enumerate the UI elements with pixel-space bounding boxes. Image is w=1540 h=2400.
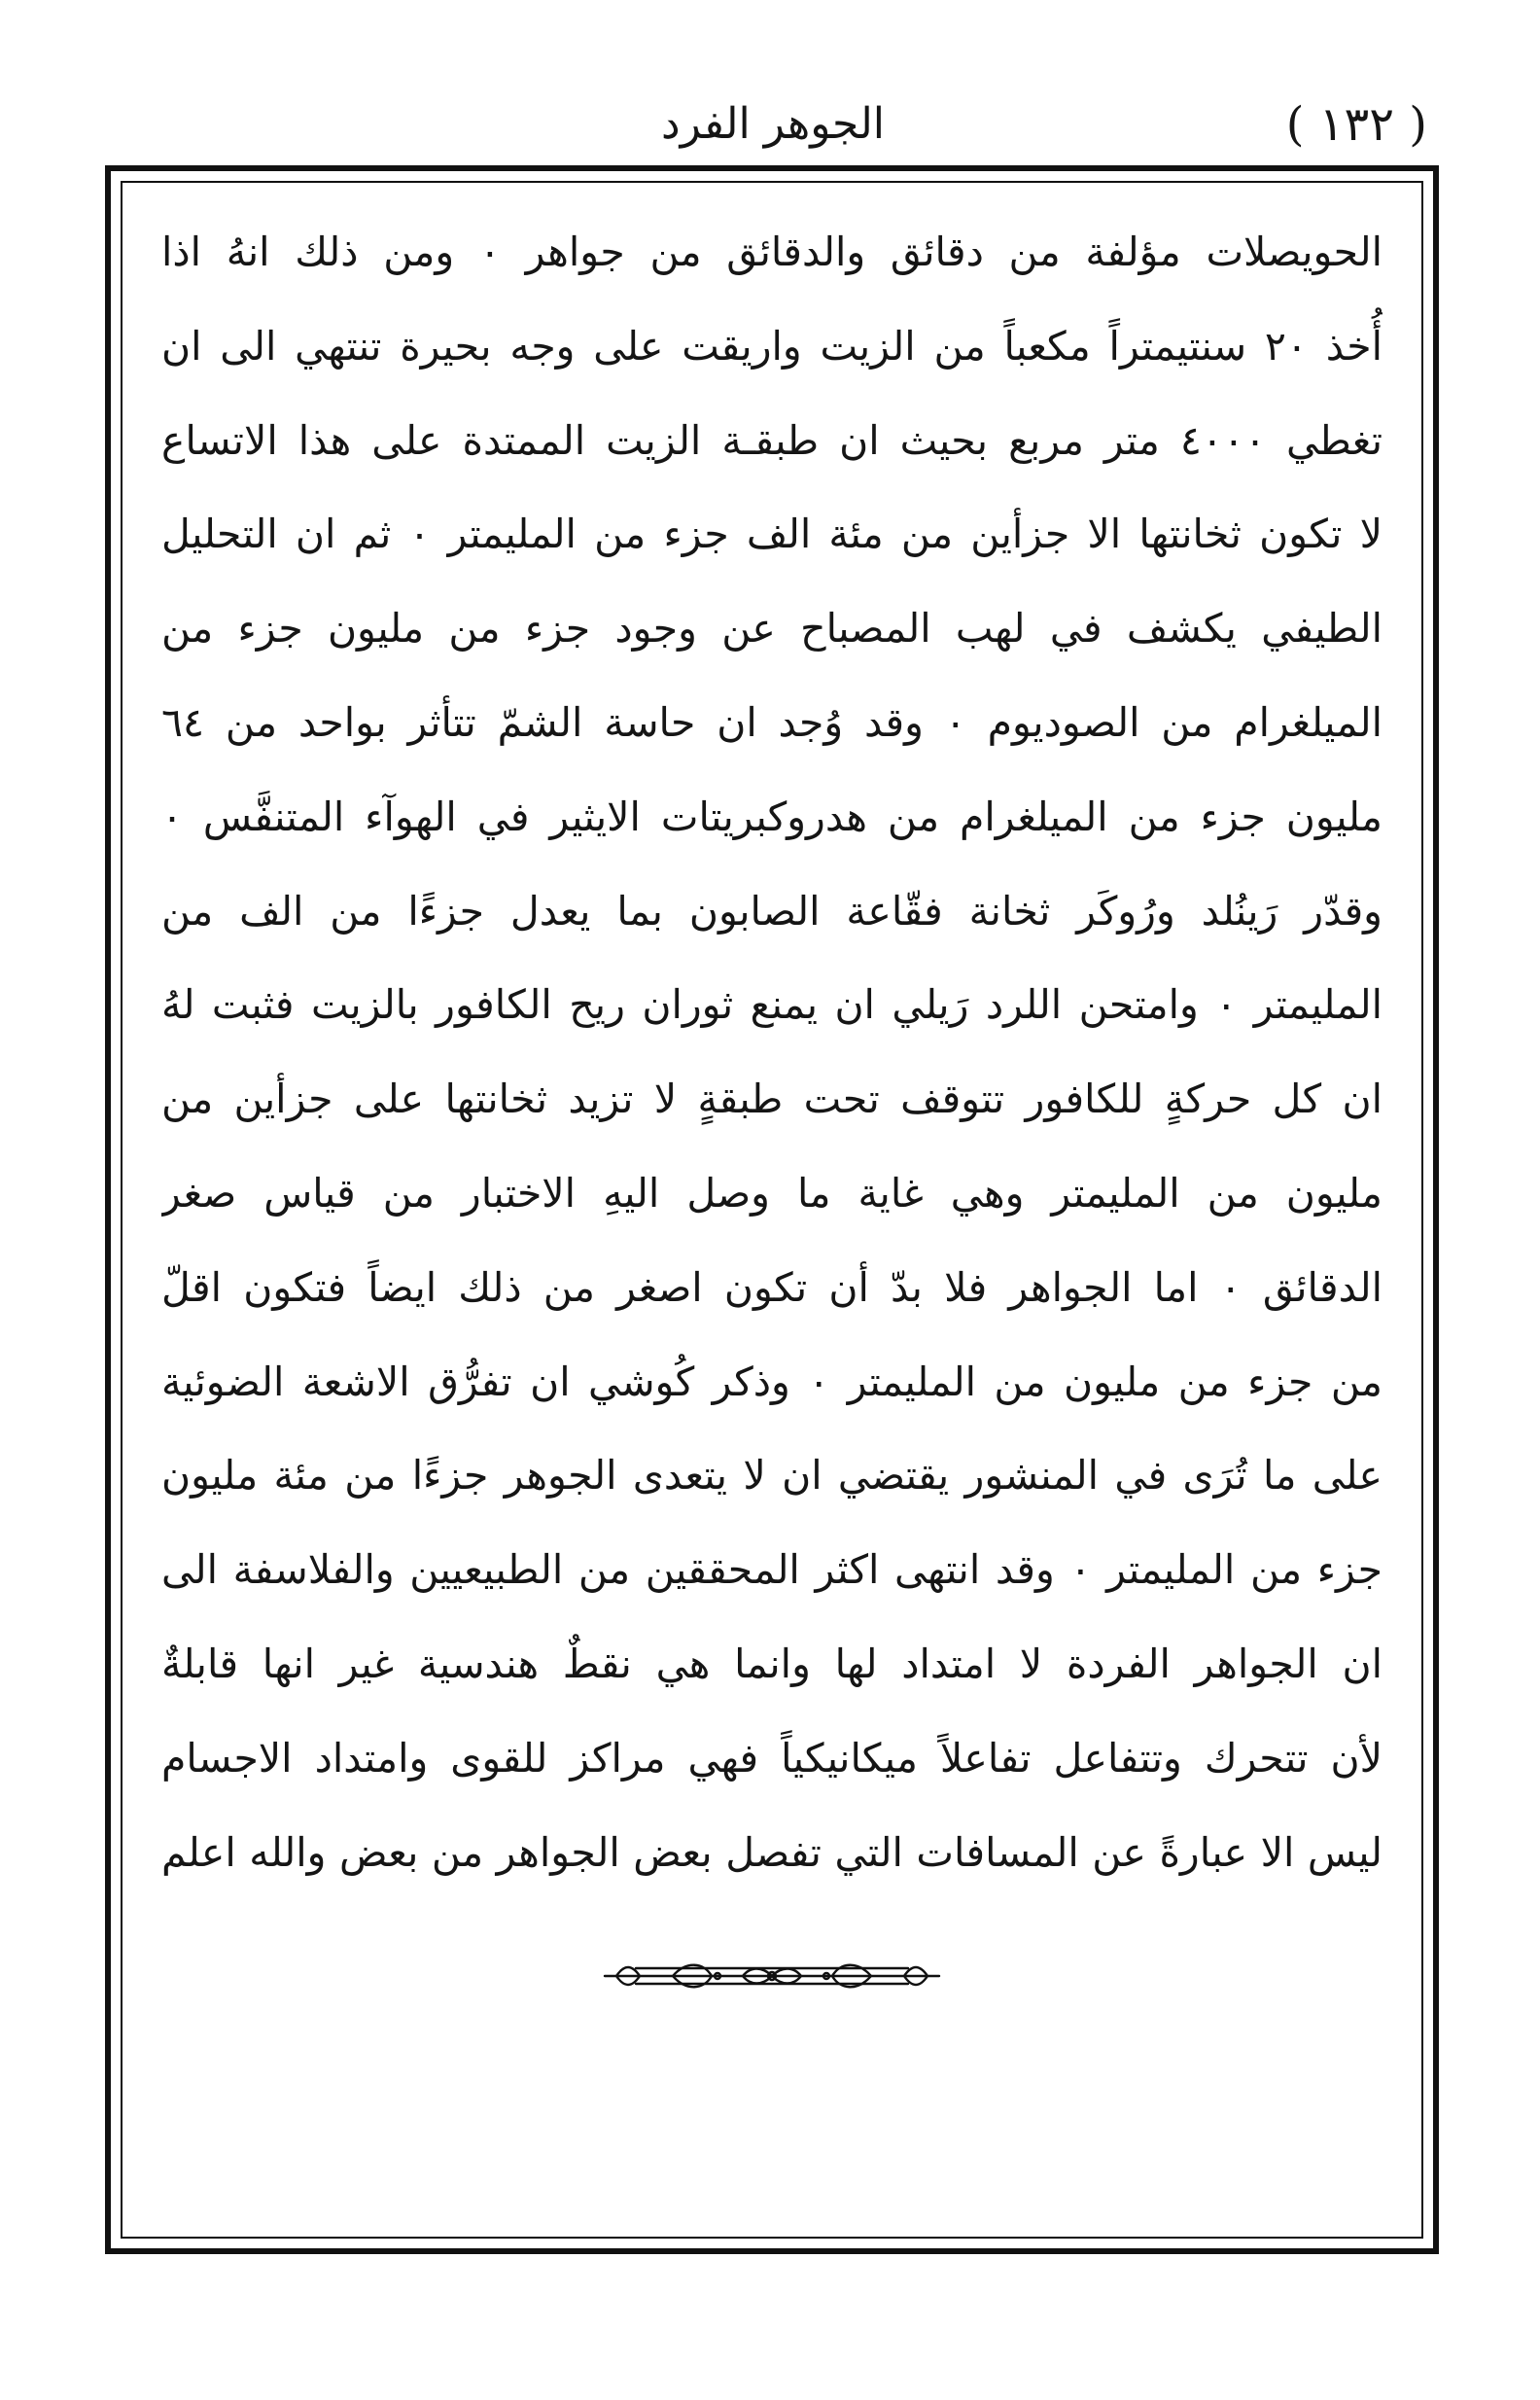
text-line: الحويصلات مؤلفة من دقائق والدقائق من جواهر ٠ ومن ذلك انهُ اذا — [161, 229, 1382, 275]
page-number: ( ١٣٢ ) — [1285, 97, 1427, 152]
text-line: جزء من المليمتر ٠ وقد انتهى اكثر المحققين من الطبيعيين والفلاسفة الى — [161, 1546, 1382, 1594]
text-line: مليون من المليمتر وهي غاية ما وصل اليهِ الاختبار من قياس صغر — [161, 1169, 1382, 1217]
text-line: المليمتر ٠ وامتحن اللرد رَيلي ان يمنع ثوران ريح الكافور بالزيت فثبت لهُ — [161, 981, 1382, 1029]
text-line: تغطي ٤٠٠٠ متر مربع بحيث ان طبقـة الزيت الممتدة على هذا الاتساع — [161, 416, 1382, 464]
text-line: لا تكون ثخانتها الا جزأين من مئة الف جزء من المليمتر ٠ ثم ان التحليل — [161, 511, 1382, 558]
text-line: من جزء من مليون من المليمتر ٠ وذكر كُوشي ان تفرُّق الاشعة الضوئية — [161, 1358, 1382, 1405]
text-line: أُخذ ٢٠ سنتيمتراً مكعباً من الزيت واريقت على وجه بحيرة تنتهي الى ان — [161, 322, 1382, 370]
text-line: لأن تتحرك وتتفاعل تفاعلاً ميكانيكياً فهي مراكز للقوى وامتداد الاجسام — [161, 1734, 1382, 1782]
body-text — [161, 205, 1382, 1899]
text-line: الدقائق ٠ اما الجواهر فلا بدّ أن تكون اصغر من ذلك ايضاً فتكون اقلّ — [161, 1263, 1382, 1311]
page-frame — [105, 165, 1439, 2254]
running-title: الجوهر الفرد — [661, 99, 885, 149]
text-line: ان كل حركةٍ للكافور تتوقف تحت طبقةٍ لا تزيد ثخانتها على جزأين من — [161, 1076, 1382, 1123]
text-line: الميلغرام من الصوديوم ٠ وقد وُجد ان حاسة الشمّ تتأثر بواحد من ٦٤ — [161, 698, 1382, 746]
text-line: وقدّر رَينُلد ورُوكَر ثخانة فقّاعة الصابون بما يعدل جزءًا من الف من — [161, 887, 1382, 935]
decorative-scroll-icon — [597, 1957, 947, 1995]
text-line: الطيفي يكشف في لهب المصباح عن وجود جزء من مليون جزء من — [161, 605, 1382, 653]
text-line: على ما تُرَى في المنشور يقتضي ان لا يتعدى الجوهر جزءًا من مئة مليون — [161, 1452, 1382, 1500]
text-line: ان الجواهر الفردة لا امتداد لها وانما هي نقطٌ هندسية غير انها قابلةٌ — [161, 1640, 1382, 1687]
running-head — [105, 86, 1441, 163]
text-line: مليون جزء من الميلغرام من هدروكبريتات الايثير في الهوآء المتنفَّس ٠ — [161, 793, 1382, 840]
text-line: ليس الا عبارةً عن المسافات التي تفصل بعض الجواهر من بعض والله اعلم — [161, 1828, 1382, 1876]
